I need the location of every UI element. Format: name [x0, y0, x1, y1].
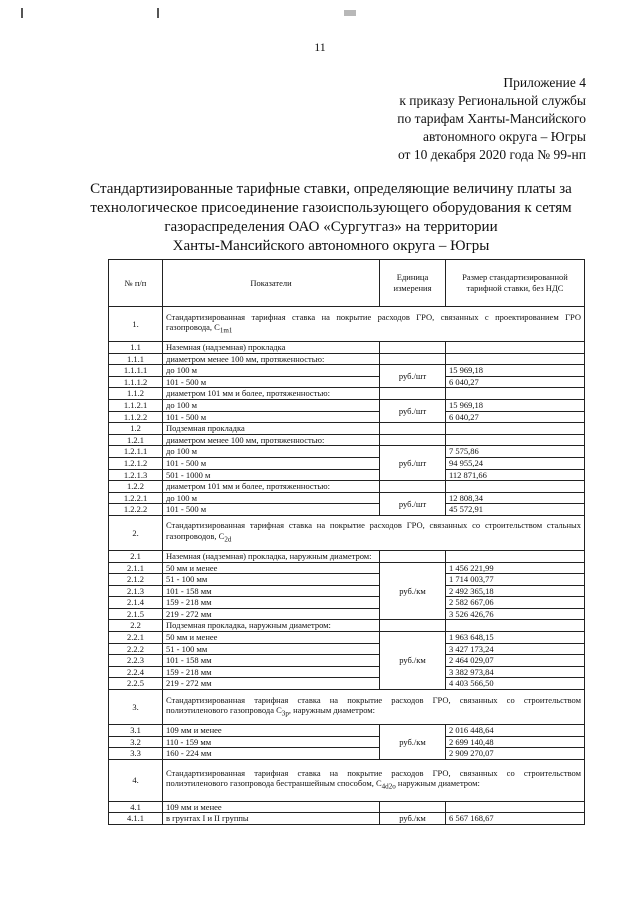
annex-header: [397, 74, 586, 164]
indicator-text: Стандартизированная тарифная ставка на покрытие расходов ГРО, связанных со строительством стальных газопроводов, С: [166, 520, 581, 542]
row-number: 1.2.2.2: [109, 504, 163, 516]
row-unit: руб./км: [380, 813, 446, 825]
indicator-text: 101 - 158 мм: [166, 585, 212, 596]
row-number: 2.2.1: [109, 632, 163, 644]
indicator-subscript: 1m1: [219, 326, 233, 335]
table-row: [109, 643, 585, 655]
row-indicator: [163, 690, 585, 725]
row-indicator: [163, 457, 380, 469]
table-row: [109, 550, 585, 562]
header-rate: Размер стандартизированной тарифной ставки, без НДС: [446, 260, 585, 307]
indicator-text: 159 - 218 мм: [166, 666, 212, 677]
row-indicator: [163, 632, 380, 644]
indicator-text: 101 - 500 м: [166, 504, 207, 515]
row-number: 2.2.4: [109, 666, 163, 678]
row-rate: [446, 620, 585, 632]
indicator-text-tail: наружным диаметром:: [395, 778, 480, 789]
row-indicator: [163, 813, 380, 825]
row-rate: 6 567 168,67: [446, 813, 585, 825]
indicator-text: 110 - 159 мм: [166, 736, 212, 747]
row-unit: [380, 620, 446, 632]
document-title: [66, 180, 596, 256]
row-rate: 1 456 221,99: [446, 562, 585, 574]
row-rate: 6 040,27: [446, 376, 585, 388]
table-row: [109, 388, 585, 400]
row-number: 2.2.2: [109, 643, 163, 655]
table-row: [109, 690, 585, 725]
table-row: [109, 446, 585, 458]
indicator-text: до 100 м: [166, 365, 197, 376]
indicator-text: Стандартизированная тарифная ставка на покрытие расходов ГРО, связанных со строительством полиэтиленового газопровода бестраншейным способом, С: [166, 767, 581, 789]
indicator-text: до 100 м: [166, 399, 197, 410]
row-unit: [380, 550, 446, 562]
title-line: технологическое присоединение газоиспользующего оборудования к сетям: [90, 200, 572, 216]
annex-line: по тарифам Ханты-Мансийского: [397, 111, 586, 126]
row-indicator: [163, 550, 380, 562]
row-indicator: [163, 376, 380, 388]
scan-artifact: [157, 8, 159, 18]
row-rate: 2 582 667,06: [446, 597, 585, 609]
row-number: 2.: [109, 515, 163, 550]
scan-artifact: [344, 10, 356, 16]
row-number: 2.1.1: [109, 562, 163, 574]
table-row: [109, 365, 585, 377]
row-indicator: [163, 446, 380, 458]
indicator-text: Подземная прокладка: [166, 423, 245, 434]
table-row: [109, 342, 585, 354]
indicator-text: диаметром менее 100 мм, протяженностью:: [166, 353, 325, 364]
table-row: [109, 666, 585, 678]
table-row: [109, 813, 585, 825]
row-indicator: [163, 388, 380, 400]
row-number: 1.2.1: [109, 434, 163, 446]
row-rate: 7 575,86: [446, 446, 585, 458]
row-number: 4.: [109, 759, 163, 801]
page-number: 11: [314, 40, 326, 54]
table-row: [109, 759, 585, 801]
indicator-text: диаметром 101 мм и более, протяженностью:: [166, 481, 331, 492]
row-rate: 45 572,91: [446, 504, 585, 516]
table-row: [109, 574, 585, 586]
table-row: [109, 504, 585, 516]
indicator-text: 101 - 158 мм: [166, 655, 212, 666]
row-rate: 3 382 973,84: [446, 666, 585, 678]
indicator-text: 50 мм и менее: [166, 632, 218, 643]
title-line: газораспределения ОАО «Сургутгаз» на территории: [164, 219, 498, 235]
indicator-text: 101 - 500 м: [166, 457, 207, 468]
indicator-text: 219 - 272 мм: [166, 678, 212, 689]
row-rate: [446, 342, 585, 354]
row-rate: [446, 550, 585, 562]
row-rate: [446, 801, 585, 813]
row-indicator: [163, 801, 380, 813]
row-number: 1.2.2.1: [109, 492, 163, 504]
indicator-text: 51 - 100 мм: [166, 574, 208, 585]
table-header-row: [109, 260, 585, 307]
row-number: 2.2: [109, 620, 163, 632]
table-row: [109, 481, 585, 493]
annex-line: к приказу Региональной службы: [399, 93, 586, 108]
row-rate: 3 526 426,76: [446, 608, 585, 620]
row-indicator: [163, 759, 585, 801]
indicator-text: 219 - 272 мм: [166, 608, 212, 619]
annex-line: автономного округа – Югры: [423, 129, 586, 144]
row-indicator: [163, 678, 380, 690]
row-indicator: [163, 736, 380, 748]
scan-artifact: [21, 8, 23, 18]
row-rate: 2 492 365,18: [446, 585, 585, 597]
indicator-text: Наземная (надземная) прокладка: [166, 342, 286, 352]
row-indicator: [163, 481, 380, 493]
row-number: 1.2.1.1: [109, 446, 163, 458]
row-number: 4.1.1: [109, 813, 163, 825]
row-number: 1.2: [109, 423, 163, 435]
row-rate: 94 955,24: [446, 457, 585, 469]
row-number: 2.1.4: [109, 597, 163, 609]
row-indicator: [163, 434, 380, 446]
row-indicator: [163, 655, 380, 667]
row-number: 1.1.1.2: [109, 376, 163, 388]
indicator-text: 109 мм и менее: [166, 801, 222, 812]
row-indicator: [163, 423, 380, 435]
row-unit: руб./км: [380, 632, 446, 690]
indicator-text: 50 мм и менее: [166, 562, 218, 573]
row-number: 2.1.5: [109, 608, 163, 620]
row-number: 1.2.2: [109, 481, 163, 493]
row-indicator: [163, 342, 380, 354]
row-unit: [380, 434, 446, 446]
row-rate: 112 871,66: [446, 469, 585, 481]
indicator-text: 101 - 500 м: [166, 411, 207, 422]
row-rate: 15 969,18: [446, 399, 585, 411]
row-number: 1.1.1.1: [109, 365, 163, 377]
row-unit: [380, 342, 446, 354]
row-indicator: [163, 492, 380, 504]
row-rate: 12 808,34: [446, 492, 585, 504]
indicator-text: Подземная прокладка, наружным диаметром:: [166, 620, 331, 631]
table-row: [109, 457, 585, 469]
row-unit: [380, 423, 446, 435]
row-number: 2.2.3: [109, 655, 163, 667]
row-number: 1.: [109, 307, 163, 342]
row-number: 2.1.3: [109, 585, 163, 597]
row-rate: [446, 423, 585, 435]
table-body: [109, 307, 585, 825]
table-row: [109, 597, 585, 609]
row-rate: [446, 388, 585, 400]
indicator-text: до 100 м: [166, 446, 197, 457]
table-row: [109, 585, 585, 597]
row-indicator: [163, 725, 380, 737]
table-row: [109, 725, 585, 737]
indicator-text: Стандартизированная тарифная ставка на покрытие расходов ГРО, связанных со строительством полиэтиленового газопровода С: [166, 694, 581, 716]
indicator-text: до 100 м: [166, 492, 197, 503]
table-row: [109, 678, 585, 690]
header-indicator: Показатели: [163, 260, 380, 307]
row-indicator: [163, 597, 380, 609]
row-number: 3.1: [109, 725, 163, 737]
row-indicator: [163, 307, 585, 342]
annex-line: от 10 декабря 2020 года № 99-нп: [397, 147, 586, 162]
table-row: [109, 492, 585, 504]
table-row: [109, 469, 585, 481]
row-indicator: [163, 353, 380, 365]
row-number: 3.2: [109, 736, 163, 748]
indicator-text: 109 мм и менее: [166, 725, 222, 736]
row-number: 4.1: [109, 801, 163, 813]
tariff-table: [108, 259, 585, 825]
indicator-text: Наземная (надземная) прокладка, наружным диаметром:: [166, 550, 372, 561]
table-row: [109, 562, 585, 574]
row-rate: 4 403 566,50: [446, 678, 585, 690]
row-indicator: [163, 748, 380, 760]
table-row: [109, 620, 585, 632]
row-number: 2.2.5: [109, 678, 163, 690]
indicator-subscript: 4d2o: [381, 783, 396, 792]
indicator-text: 101 - 500 м: [166, 376, 207, 387]
row-rate: [446, 481, 585, 493]
row-number: 1.2.1.3: [109, 469, 163, 481]
row-rate: 6 040,27: [446, 411, 585, 423]
table-row: [109, 655, 585, 667]
row-indicator: [163, 399, 380, 411]
indicator-text: диаметром 101 мм и более, протяженностью:: [166, 388, 331, 399]
table-row: [109, 608, 585, 620]
row-rate: 2 909 270,07: [446, 748, 585, 760]
table-row: [109, 801, 585, 813]
header-unit: Единица измерения: [380, 260, 446, 307]
row-indicator: [163, 469, 380, 481]
row-number: 3.3: [109, 748, 163, 760]
table-row: [109, 748, 585, 760]
indicator-text: Стандартизированная тарифная ставка на покрытие расходов ГРО, связанных с проектированием ГРО газопровода, С: [166, 311, 581, 333]
row-number: 2.1: [109, 550, 163, 562]
row-unit: руб./шт: [380, 365, 446, 388]
row-unit: руб./шт: [380, 492, 446, 515]
indicator-subscript: 2d: [224, 535, 232, 544]
row-number: 2.1.2: [109, 574, 163, 586]
table-row: [109, 399, 585, 411]
indicator-text: диаметром менее 100 мм, протяженностью:: [166, 434, 325, 445]
row-indicator: [163, 365, 380, 377]
row-unit: руб./шт: [380, 399, 446, 422]
indicator-text: 159 - 218 мм: [166, 597, 212, 608]
table-row: [109, 376, 585, 388]
row-unit: [380, 388, 446, 400]
indicator-text-tail: , наружным диаметром:: [288, 705, 376, 716]
indicator-text: 501 - 1000 м: [166, 469, 211, 480]
table-row: [109, 434, 585, 446]
row-indicator: [163, 620, 380, 632]
row-indicator: [163, 666, 380, 678]
row-number: 1.1.2.2: [109, 411, 163, 423]
row-rate: [446, 353, 585, 365]
row-unit: руб./км: [380, 725, 446, 760]
indicator-text: 51 - 100 мм: [166, 643, 208, 654]
table-row: [109, 515, 585, 550]
indicator-text: 160 - 224 мм: [166, 748, 212, 759]
row-rate: 2 016 448,64: [446, 725, 585, 737]
row-unit: [380, 481, 446, 493]
row-indicator: [163, 574, 380, 586]
indicator-text: в грунтах I и II группы: [166, 813, 249, 824]
row-rate: 3 427 173,24: [446, 643, 585, 655]
row-rate: [446, 434, 585, 446]
table-row: [109, 307, 585, 342]
row-number: 1.1: [109, 342, 163, 354]
row-number: 3.: [109, 690, 163, 725]
row-rate: 2 699 140,48: [446, 736, 585, 748]
row-number: 1.2.1.2: [109, 457, 163, 469]
row-rate: 15 969,18: [446, 365, 585, 377]
table-row: [109, 353, 585, 365]
table-row: [109, 423, 585, 435]
row-rate: 1 963 648,15: [446, 632, 585, 644]
row-indicator: [163, 504, 380, 516]
row-number: 1.1.2.1: [109, 399, 163, 411]
row-rate: 2 464 029,07: [446, 655, 585, 667]
row-indicator: [163, 608, 380, 620]
row-indicator: [163, 515, 585, 550]
row-indicator: [163, 411, 380, 423]
row-number: 1.1.1: [109, 353, 163, 365]
row-unit: [380, 801, 446, 813]
row-unit: [380, 353, 446, 365]
title-line: Стандартизированные тарифные ставки, определяющие величину платы за: [90, 181, 572, 197]
table-row: [109, 632, 585, 644]
annex-line: Приложение 4: [503, 75, 586, 90]
title-line: Ханты-Мансийского автономного округа – Югры: [172, 238, 490, 254]
row-rate: 1 714 003,77: [446, 574, 585, 586]
row-unit: руб./км: [380, 562, 446, 620]
table-row: [109, 736, 585, 748]
header-num: № п/п: [109, 260, 163, 307]
row-unit: руб./шт: [380, 446, 446, 481]
row-number: 1.1.2: [109, 388, 163, 400]
table-row: [109, 411, 585, 423]
indicator-subscript: 3р: [281, 709, 289, 718]
row-indicator: [163, 562, 380, 574]
row-indicator: [163, 643, 380, 655]
row-indicator: [163, 585, 380, 597]
